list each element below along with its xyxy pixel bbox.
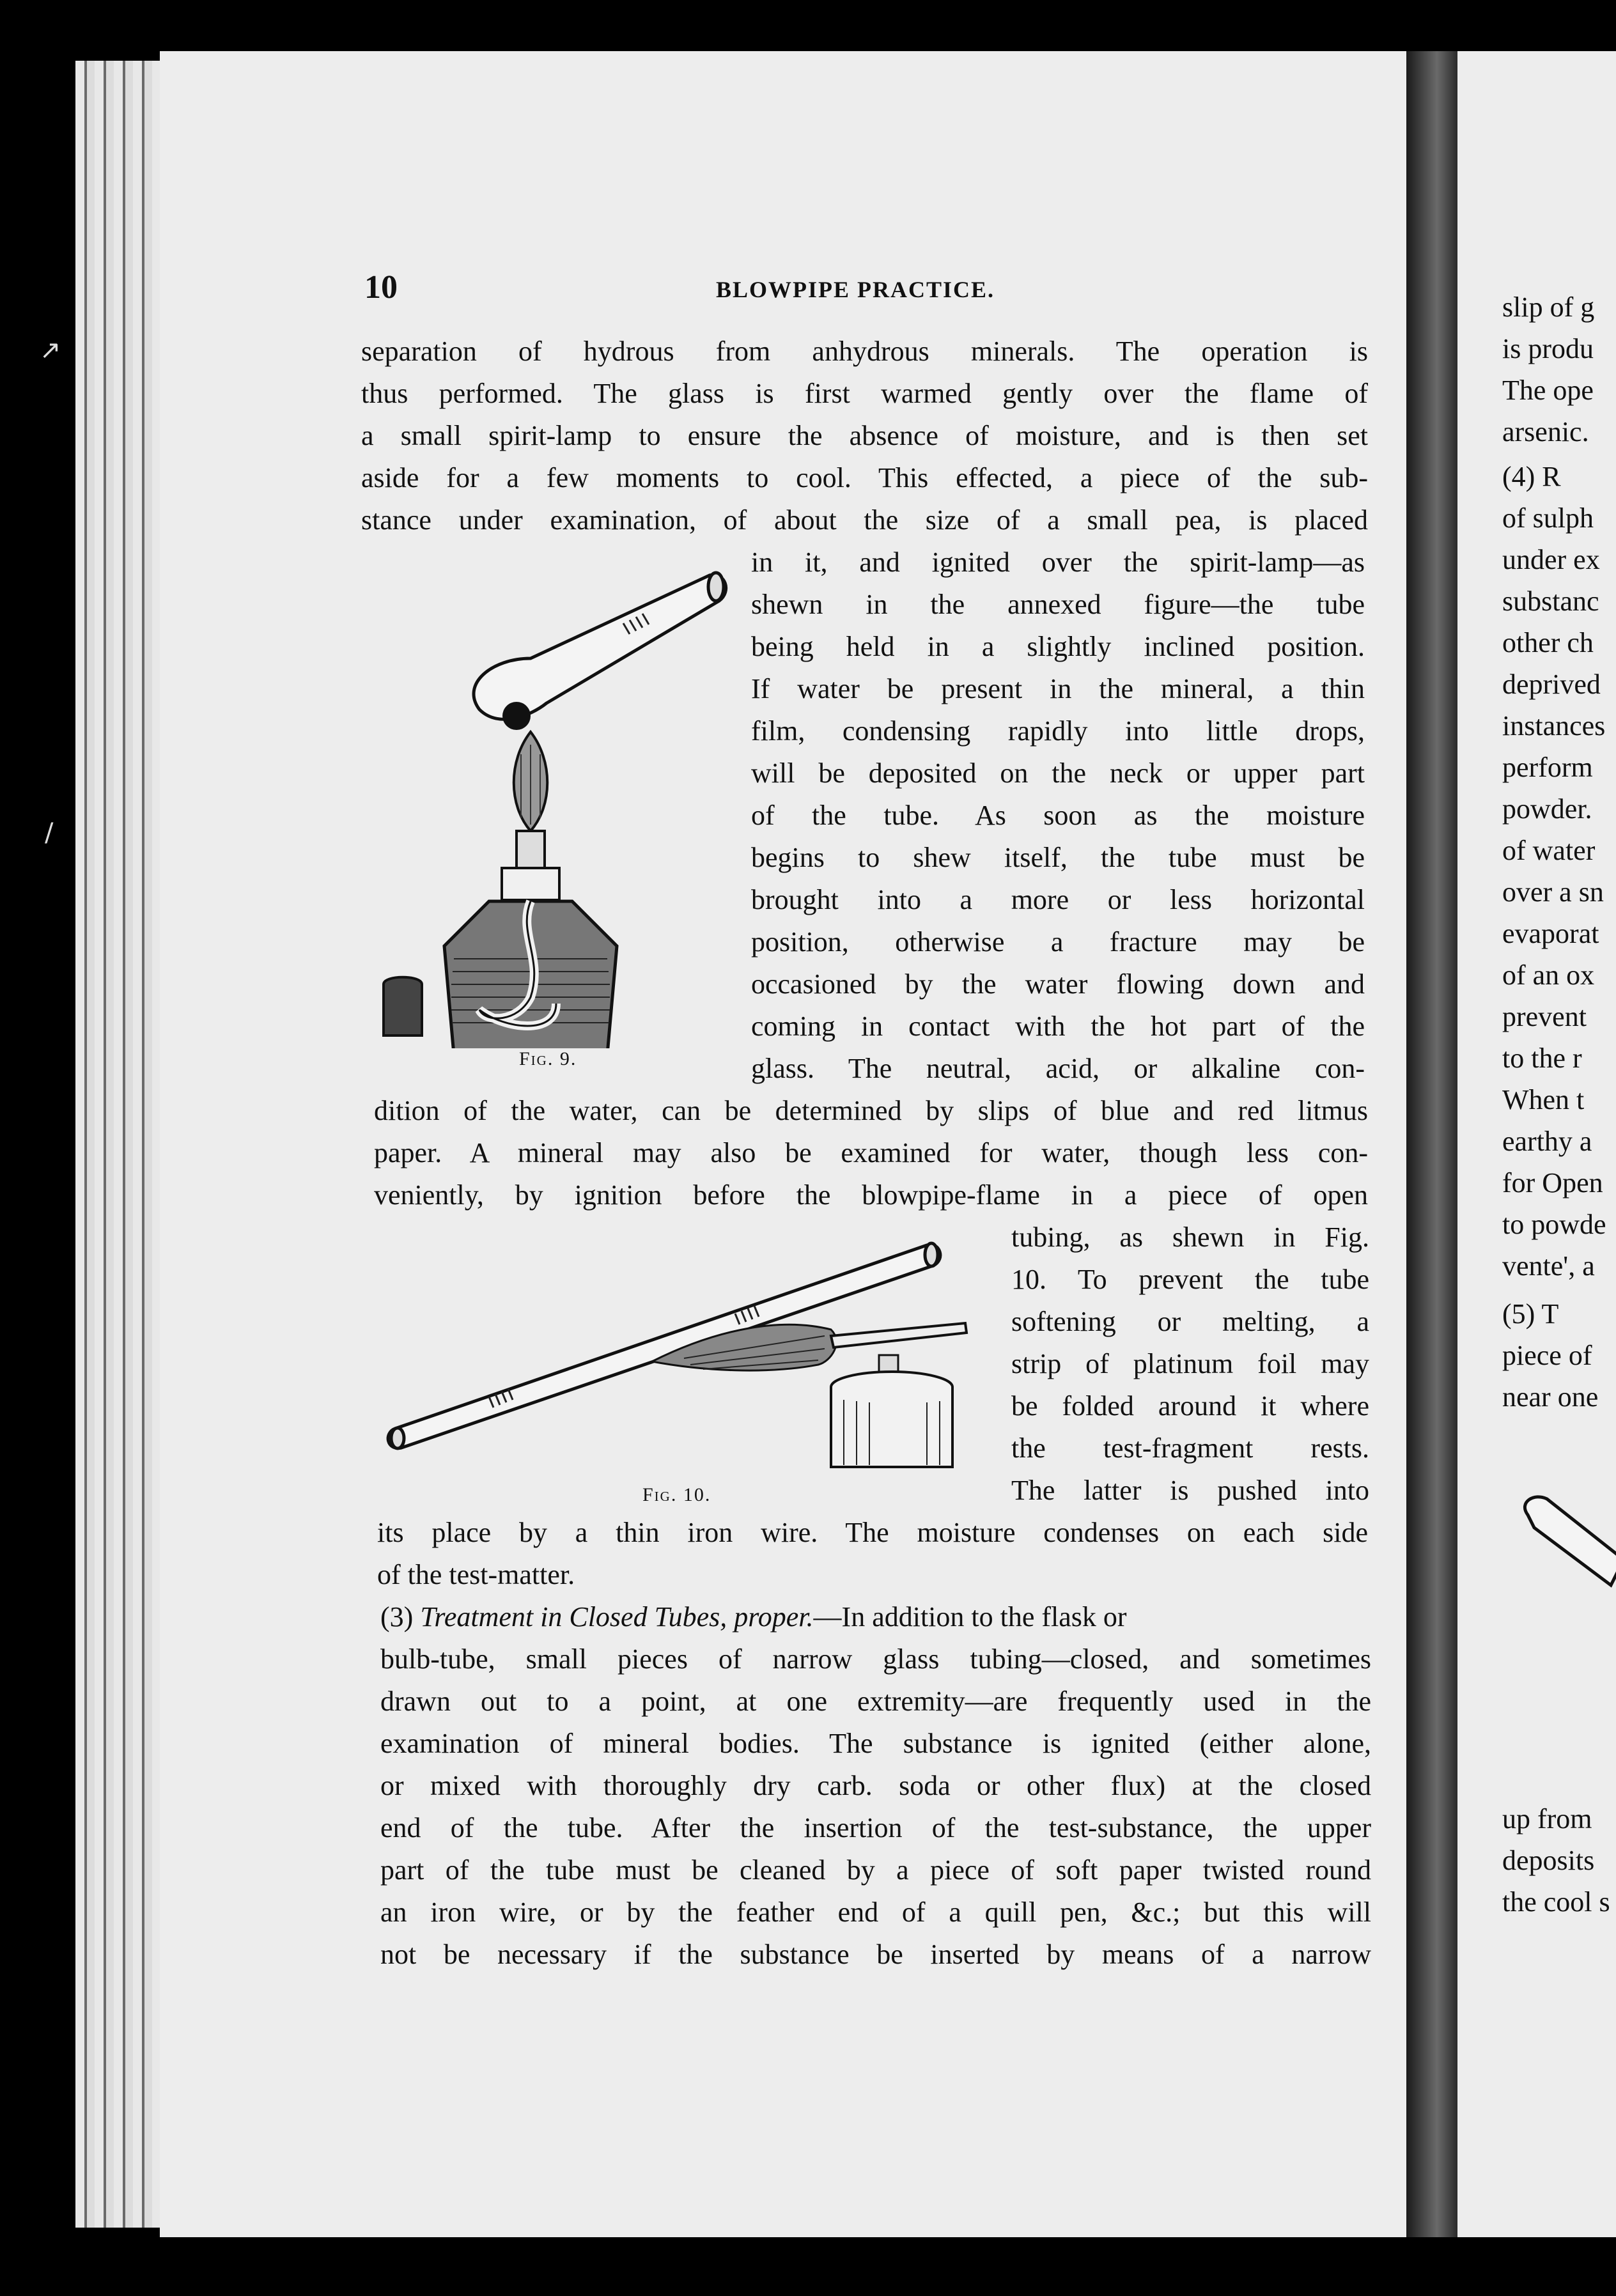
text-line: begins to shew itself, the tube must be [751, 842, 1365, 873]
text-line: drawn out to a point, at one extremity—are frequently used in the [380, 1686, 1371, 1717]
text-line: examination of mineral bodies. The substance is ignited (either alone, [380, 1728, 1371, 1759]
book-spine [1406, 51, 1457, 2237]
text-line: be folded around it where [1011, 1390, 1369, 1422]
figure-9-spirit-lamp [377, 562, 735, 1048]
text-line: part of the tube must be cleaned by a piece of soft paper twisted round [380, 1854, 1371, 1886]
text-line: bulb-tube, small pieces of narrow glass tubing—closed, and sometimes [380, 1643, 1371, 1675]
text-line: or mixed with thoroughly dry carb. soda or other flux) at the closed [380, 1770, 1371, 1801]
text-line: of the test-matter. [377, 1559, 575, 1590]
text-line: strip of platinum foil may [1011, 1348, 1369, 1379]
text-line: occasioned by the water flowing down and [751, 968, 1365, 1000]
facing-page-line: the cool s [1502, 1886, 1610, 1918]
facing-page-line: arsenic. [1502, 416, 1589, 447]
section-number: (3) [380, 1601, 414, 1633]
text-line: brought into a more or less horizontal [751, 884, 1365, 915]
facing-page-line: evaporat [1502, 918, 1599, 949]
text-line: The latter is pushed into [1011, 1475, 1369, 1506]
figure-10-open-tube [384, 1234, 997, 1470]
margin-mark: / [45, 818, 54, 848]
fig10-caption: Fig. 10. [642, 1484, 711, 1505]
facing-page-line: (4) R [1502, 461, 1561, 492]
facing-page-line: to powde [1502, 1209, 1606, 1240]
facing-page-line: of sulph [1502, 502, 1594, 534]
facing-page-line: of water [1502, 835, 1596, 866]
text-line: not be necessary if the substance be inserted by means of a narrow [380, 1939, 1371, 1970]
facing-page-figure [1457, 1477, 1616, 1604]
text-line: the test-fragment rests. [1011, 1432, 1369, 1464]
text-line: of the tube. As soon as the moisture [751, 800, 1365, 831]
text-line: position, otherwise a fracture may be [751, 926, 1365, 958]
text-line: If water be present in the mineral, a thin [751, 673, 1365, 704]
page-header [364, 268, 1381, 307]
facing-page-line: near one [1502, 1381, 1599, 1413]
facing-page-line: powder. [1502, 793, 1592, 825]
text-line: being held in a slightly inclined position. [751, 631, 1365, 662]
text-line: veniently, by ignition before the blowpipe-flame in a piece of open [374, 1179, 1368, 1211]
section-3-first-line [380, 1598, 1371, 1636]
text-line: paper. A mineral may also be examined for water, though less con- [374, 1137, 1368, 1168]
facing-page-line: of an ox [1502, 959, 1595, 991]
bulb-tube [474, 573, 726, 719]
facing-page-line: other ch [1502, 627, 1594, 658]
facing-page-line: The ope [1502, 375, 1594, 406]
text-line: coming in contact with the hot part of the [751, 1011, 1365, 1042]
facing-page-line: under ex [1502, 544, 1600, 575]
text-line: 10. To prevent the tube [1011, 1264, 1369, 1295]
facing-page-line: slip of g [1502, 291, 1595, 323]
text-line: separation of hydrous from anhydrous minerals. The operation is [361, 336, 1368, 367]
text-line: tubing, as shewn in Fig. [1011, 1222, 1369, 1253]
section-title: Treatment in Closed Tubes, proper. [420, 1601, 814, 1633]
margin-mark: ↗ [40, 336, 61, 365]
lamp-collar [502, 868, 559, 900]
fig9-caption: Fig. 9. [519, 1048, 577, 1069]
lamp-cap [384, 977, 422, 1036]
facing-page-line: instances [1502, 710, 1606, 741]
running-head: BLOWPIPE PRACTICE. [716, 277, 995, 302]
facing-page-line: is produ [1502, 333, 1594, 364]
text-line: stance under examination, of about the size of a small pea, is placed [361, 504, 1368, 536]
text-line: will be deposited on the neck or upper part [751, 757, 1365, 789]
page-edges [75, 61, 171, 2228]
text-line: a small spirit-lamp to ensure the absence of moisture, and is then set [361, 420, 1368, 451]
text-line: an iron wire, or by the feather end of a quill pen, &c.; but this will [380, 1897, 1371, 1928]
test-substance [502, 702, 531, 730]
facing-page-line: deprived [1502, 669, 1601, 700]
facing-page-line: piece of [1502, 1340, 1592, 1371]
wick-holder [517, 831, 545, 869]
text-line: end of the tube. After the insertion of the test-substance, the upper [380, 1812, 1371, 1843]
facing-page-line: (5) T [1502, 1298, 1559, 1330]
facing-page-line: When t [1502, 1084, 1585, 1115]
facing-page-line: to the r [1502, 1043, 1582, 1074]
text-line: softening or melting, a [1011, 1306, 1369, 1337]
facing-page-line: substanc [1502, 586, 1599, 617]
text-line: film, condensing rapidly into little drops, [751, 715, 1365, 747]
facing-page-line: for Open [1502, 1167, 1603, 1198]
text-line: glass. The neutral, acid, or alkaline con- [751, 1053, 1365, 1084]
facing-page-line: earthy a [1502, 1126, 1592, 1157]
page-number: 10 [364, 269, 398, 306]
section-text: —In addition to the flask or [813, 1601, 1127, 1633]
text-line: aside for a few moments to cool. This effected, a piece of the sub- [361, 462, 1368, 493]
blowpipe [831, 1323, 967, 1347]
facing-page-line: vente', a [1502, 1250, 1595, 1282]
text-line: shewn in the annexed figure—the tube [751, 589, 1365, 620]
facing-page-line: up from [1502, 1803, 1592, 1834]
facing-page-line: deposits [1502, 1845, 1595, 1876]
text-line: its place by a thin iron wire. The moisture condenses on each side [377, 1517, 1368, 1548]
facing-page-line: perform [1502, 752, 1593, 783]
facing-page-line: over a sn [1502, 876, 1604, 908]
text-line: thus performed. The glass is first warmed gently over the flame of [361, 378, 1368, 409]
facing-page-line: prevent [1502, 1001, 1587, 1032]
text-line: dition of the water, can be determined by slips of blue and red litmus [374, 1095, 1368, 1126]
text-line: in it, and ignited over the spirit-lamp—as [751, 547, 1365, 578]
lamp [831, 1355, 952, 1467]
facing-page [1457, 51, 1616, 2237]
